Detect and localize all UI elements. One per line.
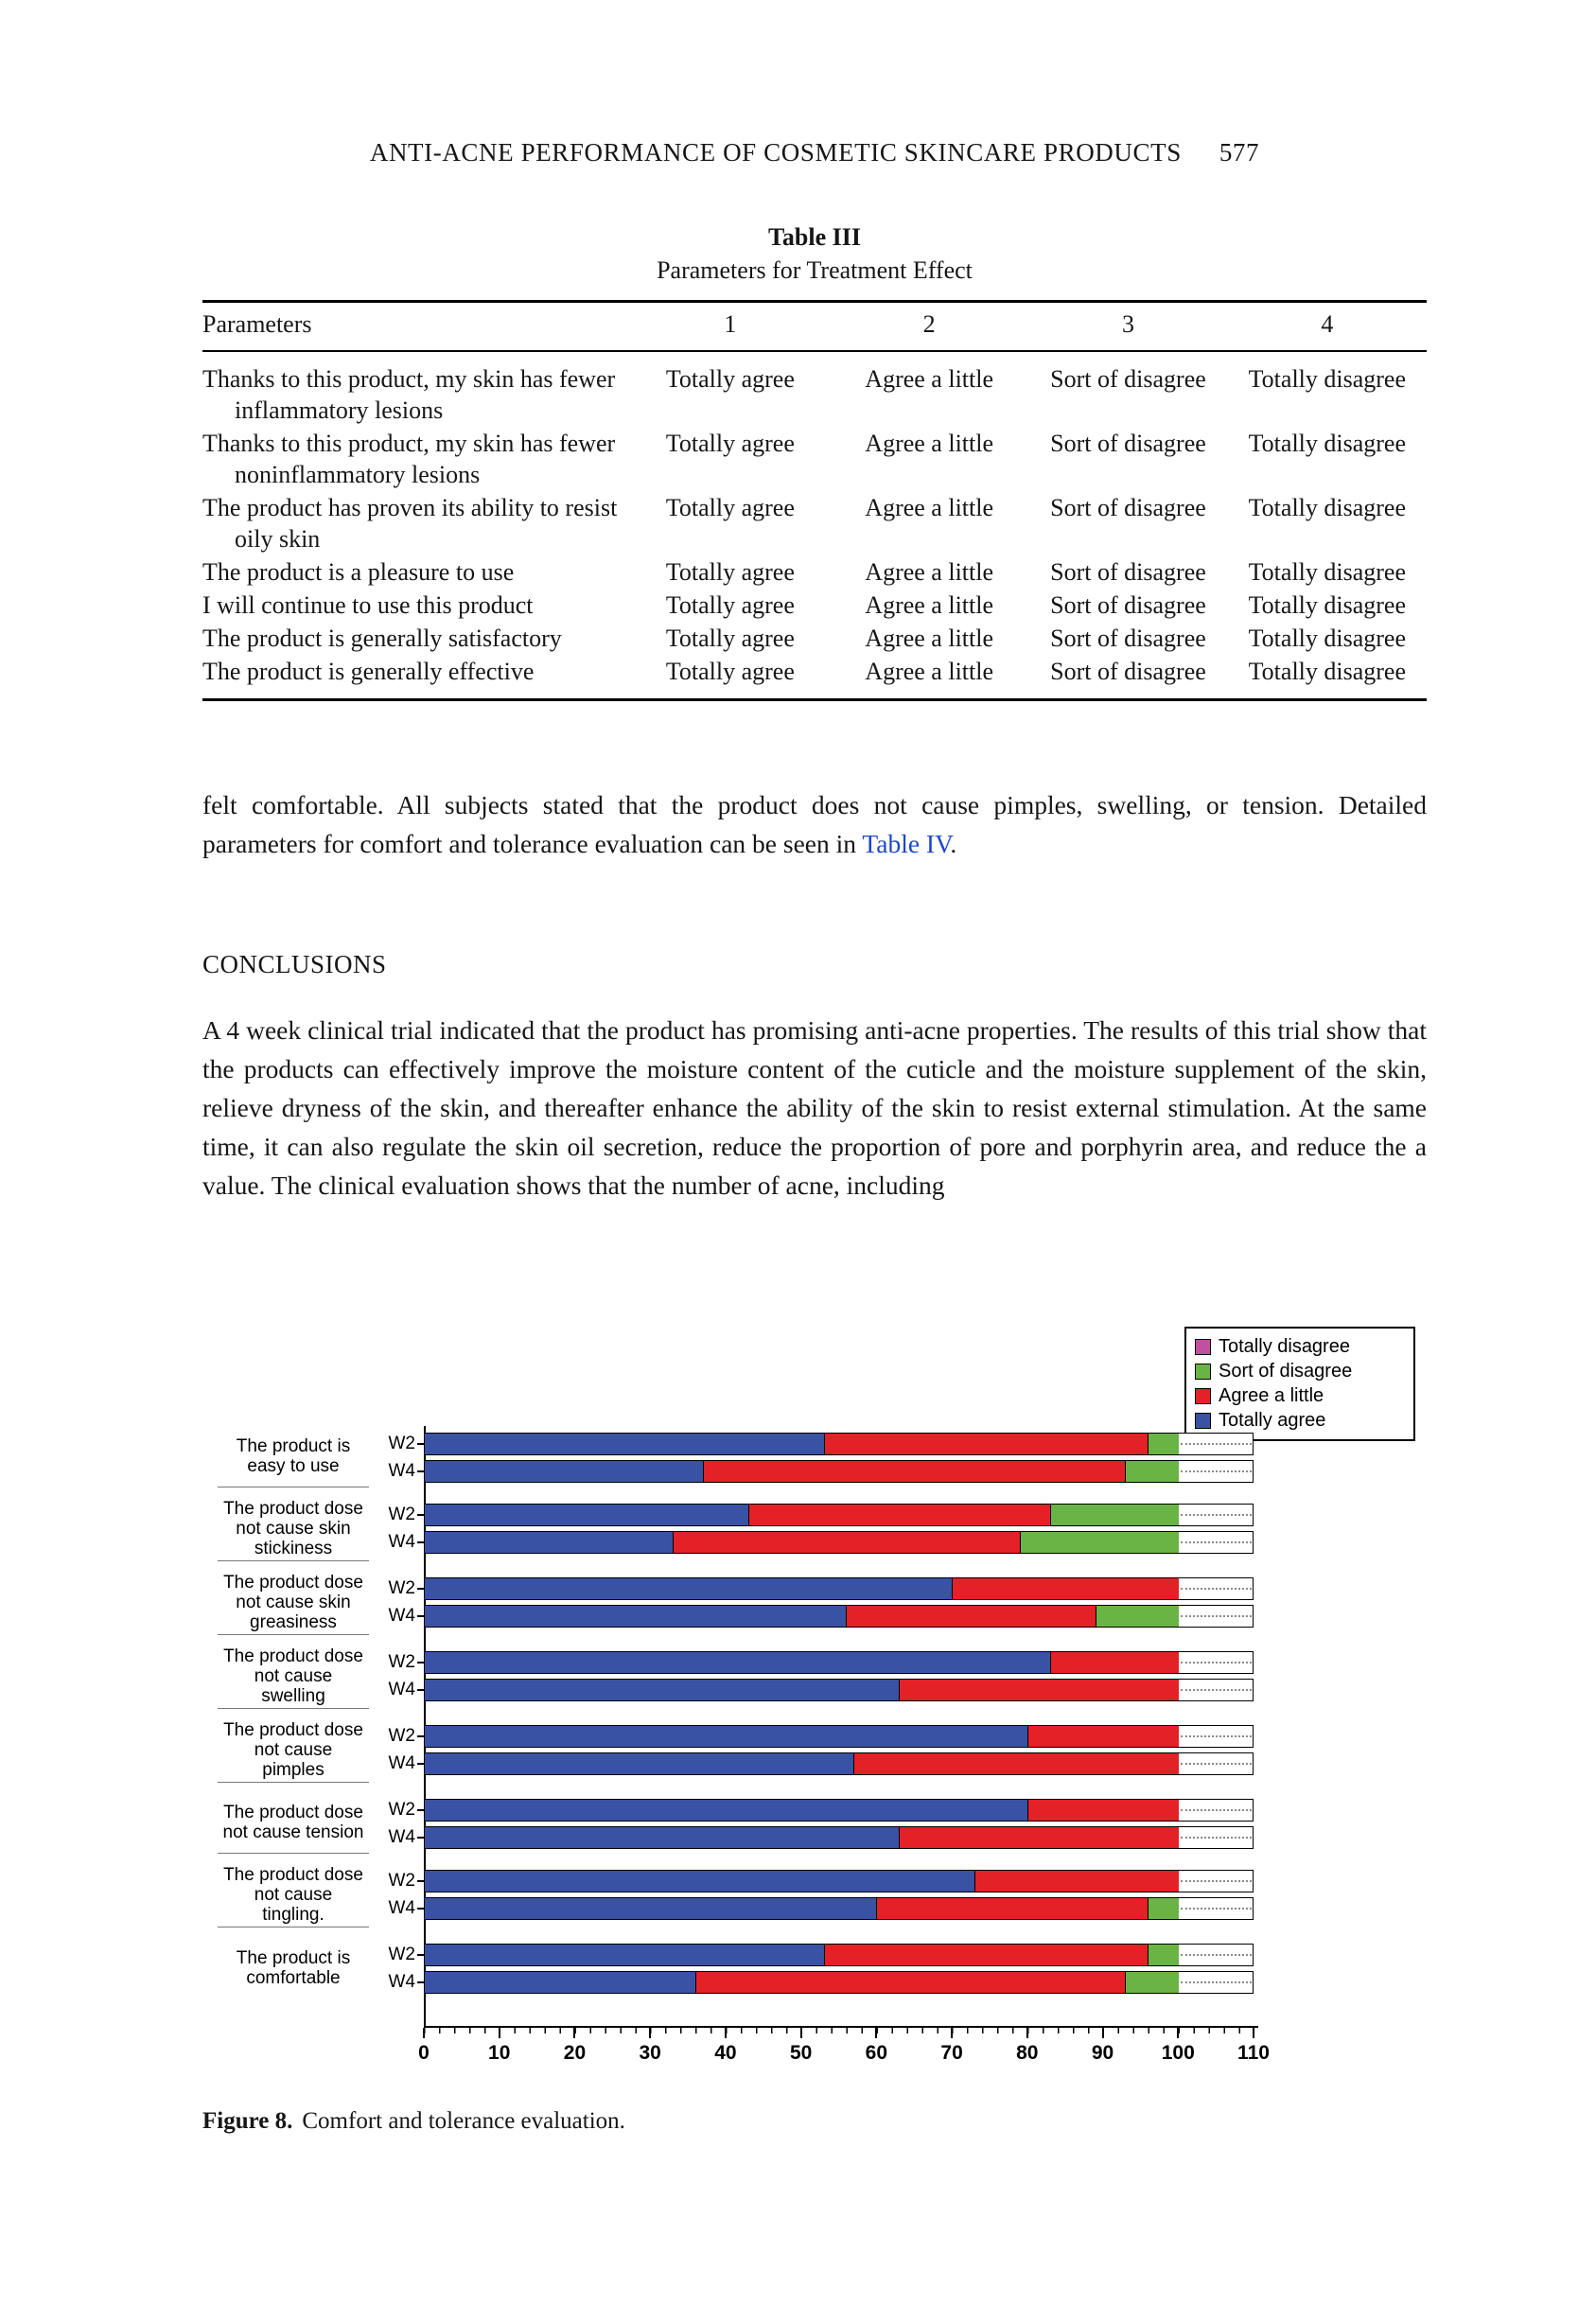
treatment-effect-table [202,300,1427,701]
x-tick-label: 100 [1161,2042,1195,2064]
chart-group-bars [369,1499,1258,1561]
value-cell: Sort of disagree [1050,430,1206,457]
para1-period: . [950,829,957,858]
bar-segment [425,1505,749,1525]
parameter-cell: The product is a pleasure to use [202,558,515,586]
x-tick-label: 30 [639,2042,661,2064]
column-header: 1 [631,302,830,352]
figure-caption-text: Comfort and tolerance evaluation. [302,2108,625,2134]
chart-group-bars [369,1646,1258,1709]
table-row [202,351,1427,427]
x-tick-label: 110 [1237,2042,1270,2064]
parameter-cell: Thanks to this product, my skin has fewer noninflammatory lesions [202,430,616,488]
bar-track [424,1605,1254,1628]
x-tick-label: 60 [865,2042,888,2064]
bar-row [369,1605,1258,1628]
chart-group [218,1865,1258,1928]
bar-track [424,1679,1254,1701]
value-cell: Sort of disagree [1050,625,1206,652]
bar-tick-label: W2 [388,1945,415,1964]
conclusions-paragraph: A 4 week clinical trial indicated that the product has promising anti-acne properties. The results of this trial show that the products can effectively improve the moisture content of the cuticle and the moisture supplement of the skin, relieve dryness of the skin, and thereafter enhance the ability of the skin to resist external stimulation. At the same time, it can also regulate the skin oil secretion, reduce the proportion of pore and porphyrin area, and reduce the a value. The clinical evaluation shows that the number of acne, including [202,1015,1427,1200]
bar-segment [425,1532,674,1553]
value-cell: Agree a little [865,494,994,521]
chart-group [218,1720,1258,1783]
value-cell: Sort of disagree [1050,494,1206,521]
x-tick-mark [725,2028,727,2038]
bar-segment [425,1800,1028,1821]
bar-segment [425,1652,1051,1673]
legend-label: Totally agree [1219,1410,1326,1431]
x-tick-mark [951,2028,953,2038]
legend-swatch [1195,1364,1211,1380]
value-cell: Totally agree [665,591,795,619]
stacked-bar [424,1504,1254,1526]
dotted-gridline [1181,1809,1252,1811]
dotted-gridline [1181,1443,1252,1445]
dotted-gridline [1181,1470,1252,1472]
chart-group-bars [369,1720,1258,1783]
dotted-gridline [1181,1541,1252,1543]
stacked-bar [424,1752,1254,1775]
chart-group-bars [369,1428,1258,1487]
bar-segment [825,1945,1149,1965]
bar-segment [425,1726,1028,1747]
conclusions-heading: CONCLUSIONS [202,950,387,978]
bar-segment [1149,1434,1179,1454]
bar-tick-label: W4 [388,1898,415,1918]
x-tick-mark [1102,2028,1104,2038]
value-cell: Totally disagree [1248,558,1407,586]
stacked-bar [424,1799,1254,1822]
bar-segment [900,1680,1179,1700]
bar-row [369,1752,1258,1775]
bar-row [369,1651,1258,1674]
bar-segment [1149,1945,1179,1965]
chart-group-label: The product dose not cause swelling [218,1646,369,1709]
parameter-cell: I will continue to use this product [202,591,534,619]
value-cell: Agree a little [865,365,994,393]
bar-segment [425,1461,704,1482]
bar-tick-label: W4 [388,1753,415,1773]
x-tick-label: 40 [714,2042,737,2064]
bar-row [369,1799,1258,1822]
x-tick-label: 10 [488,2042,511,2064]
value-cell: Totally disagree [1248,365,1407,393]
chart-group-label: The product dose not cause skin stickiness [218,1499,369,1561]
bar-tick-label: W2 [388,1871,415,1891]
bar-tick-label: W2 [388,1505,415,1524]
bar-tick-label: W2 [388,1800,415,1820]
table-row [202,589,1427,622]
x-tick-label: 50 [789,2042,813,2064]
value-cell: Totally disagree [1248,494,1407,521]
value-cell: Sort of disagree [1050,558,1206,586]
chart-group-label: The product dose not cause pimples [218,1720,369,1783]
stacked-bar [424,1577,1254,1600]
value-cell: Totally disagree [1248,625,1407,652]
figure-caption-label: Figure 8. [202,2108,293,2134]
body-paragraph-comfort [202,785,1427,863]
bar-tick-label: W4 [388,1827,415,1847]
bar-segment [749,1505,1051,1525]
chart-group-label: The product dose not cause tension [218,1794,369,1854]
bar-segment [1051,1652,1180,1673]
bar-segment [425,1871,975,1892]
dotted-gridline [1181,1837,1252,1839]
x-tick-label: 80 [1016,2042,1039,2064]
value-cell: Agree a little [865,558,994,586]
chart-group [218,1428,1258,1487]
table-subtitle: Parameters for Treatment Effect [657,256,973,284]
bar-segment [1096,1606,1180,1627]
chart-group-label: The product is easy to use [218,1428,369,1487]
chart-group [218,1573,1258,1635]
stacked-bar [424,1971,1254,1994]
dotted-gridline [1181,1514,1252,1516]
page-number: 577 [1219,138,1260,167]
parameter-cell: The product is generally satisfactory [202,625,562,652]
legend-item [1195,1361,1405,1382]
x-axis-minor-ticks [424,2028,1254,2033]
dotted-gridline [1181,1588,1252,1590]
table-row [202,491,1427,555]
bar-segment [1028,1726,1179,1747]
dotted-gridline [1181,1763,1252,1765]
table-row [202,655,1427,700]
value-cell: Totally agree [665,430,795,457]
bar-tick-label: W4 [388,1972,415,1992]
dotted-gridline [1181,1954,1252,1956]
bar-segment [1021,1532,1179,1553]
table-iv-link[interactable]: Table IV [862,829,951,858]
chart-group [218,1646,1258,1709]
bar-segment [674,1532,1021,1553]
bar-track [424,1870,1254,1892]
chart-group-bars [369,1939,1258,1998]
stacked-bar [424,1433,1254,1455]
value-cell: Totally agree [665,365,795,393]
bar-row [369,1944,1258,1966]
figure-caption [202,2108,625,2135]
value-cell: Agree a little [865,625,994,652]
x-tick-mark [499,2028,500,2038]
dotted-gridline [1181,1735,1252,1737]
x-tick-mark [1253,2028,1254,2038]
bar-segment [1126,1461,1179,1482]
bar-segment [425,1753,854,1774]
bar-tick-label: W2 [388,1652,415,1672]
stacked-bar [424,1651,1254,1674]
x-tick-mark [875,2028,877,2038]
bar-segment [425,1434,825,1454]
table-row [202,427,1427,491]
table-row [202,622,1427,655]
chart-group [218,1499,1258,1561]
bar-segment [425,1972,696,1993]
bar-tick-label: W2 [388,1578,415,1598]
bar-track [424,1826,1254,1849]
bar-row [369,1971,1258,1994]
bar-segment [696,1972,1126,1993]
column-header-parameters: Parameters [202,302,631,352]
bar-segment [425,1578,953,1599]
bar-segment [425,1945,825,1965]
dotted-gridline [1181,1880,1252,1882]
parameter-cell: The product is generally effective [202,658,535,685]
value-cell: Totally disagree [1248,591,1407,619]
value-cell: Totally agree [665,625,795,652]
treatment-table-body [202,351,1427,700]
bar-row [369,1870,1258,1892]
x-tick-mark [1177,2028,1179,2038]
figure-8-chart [218,1317,1438,2093]
chart-group [218,1794,1258,1854]
stacked-bar [424,1870,1254,1892]
x-tick-mark [1026,2028,1028,2038]
chart-group-bars [369,1794,1258,1854]
x-tick-label: 70 [940,2042,963,2064]
chart-group-bars [369,1865,1258,1928]
bar-track [424,1752,1254,1775]
dotted-gridline [1181,1689,1252,1691]
value-cell: Agree a little [865,430,994,457]
bar-segment [1126,1972,1179,1993]
bar-segment [704,1461,1126,1482]
stacked-bar [424,1725,1254,1748]
column-header: 2 [830,302,1028,352]
column-header: 4 [1228,302,1427,352]
x-tick-mark [649,2028,651,2038]
legend-label: Agree a little [1219,1385,1324,1406]
dotted-gridline [1181,1908,1252,1910]
bar-row [369,1433,1258,1455]
chart-group-label: The product dose not cause tingling. [218,1865,369,1928]
legend-swatch [1195,1388,1211,1404]
table-iii-section [202,223,1427,701]
bar-track [424,1577,1254,1600]
bar-tick-label: W2 [388,1726,415,1746]
dotted-gridline [1181,1615,1252,1617]
para1-text: felt comfortable. All subjects stated that the product does not cause pimples, swelling, or tension. Detailed parameters for comfort and tolerance evaluation can be seen in [202,790,1427,858]
value-cell: Totally agree [665,658,795,685]
bar-track [424,1504,1254,1526]
legend-item [1195,1385,1405,1407]
running-head [202,138,1427,167]
bar-track [424,1897,1254,1920]
bar-track [424,1725,1254,1748]
value-cell: Sort of disagree [1050,658,1206,685]
bar-row [369,1460,1258,1483]
bar-segment [900,1827,1179,1848]
stacked-bar [424,1605,1254,1628]
x-axis [418,2026,1270,2068]
stacked-bar [424,1897,1254,1920]
bar-tick-label: W4 [388,1606,415,1626]
bar-track [424,1799,1254,1822]
bar-segment [425,1680,900,1700]
chart-group [218,1939,1258,1998]
value-cell: Agree a little [865,591,994,619]
x-tick-label: 0 [418,2042,430,2064]
bar-segment [425,1898,877,1919]
bar-segment [877,1898,1149,1919]
bar-segment [825,1434,1149,1454]
stacked-bar [424,1460,1254,1483]
bar-track [424,1971,1254,1994]
bar-tick-label: W4 [388,1680,415,1699]
column-header: 3 [1028,302,1227,352]
bar-segment [847,1606,1096,1627]
bar-segment [854,1753,1179,1774]
chart-group-label: The product dose not cause skin greasiness [218,1573,369,1635]
running-head-title: ANTI-ACNE PERFORMANCE OF COSMETIC SKINCARE PRODUCTS [369,138,1182,167]
x-tick-mark [423,2028,425,2038]
value-cell: Agree a little [865,658,994,685]
bar-row [369,1531,1258,1554]
value-cell: Totally agree [665,558,795,586]
dotted-gridline [1181,1662,1252,1663]
x-tick-label: 90 [1091,2042,1114,2064]
bar-tick-label: W2 [388,1434,415,1453]
dotted-gridline [1181,1981,1252,1983]
bar-row [369,1897,1258,1920]
bar-row [369,1679,1258,1701]
chart-legend [1184,1327,1415,1441]
bar-segment [1028,1800,1179,1821]
value-cell: Sort of disagree [1050,365,1206,393]
bar-segment [425,1827,900,1848]
chart-group-bars [369,1573,1258,1635]
value-cell: Totally agree [665,494,795,521]
table-title: Table III [767,223,862,251]
bar-track [424,1460,1254,1483]
bar-track [424,1651,1254,1674]
bar-tick-label: W4 [388,1532,415,1552]
x-tick-mark [800,2028,802,2038]
bar-segment [975,1871,1179,1892]
legend-label: Totally disagree [1219,1336,1350,1357]
bar-row [369,1826,1258,1849]
table-row [202,555,1427,589]
bar-segment [425,1606,847,1627]
parameter-cell: The product has proven its ability to resist oily skin [202,494,618,553]
value-cell: Sort of disagree [1050,591,1206,619]
stacked-bar [424,1679,1254,1701]
bar-segment [1149,1898,1179,1919]
bar-tick-label: W4 [388,1461,415,1481]
bar-track [424,1531,1254,1554]
bar-track [424,1433,1254,1455]
stacked-bar [424,1944,1254,1966]
chart-group-label: The product is comfortable [236,1947,351,1988]
value-cell: Totally disagree [1248,430,1407,457]
stacked-bar [424,1826,1254,1849]
chart-rows [218,1428,1258,2010]
bar-segment [1051,1505,1180,1525]
bar-track [424,1944,1254,1966]
x-tick-mark [573,2028,575,2038]
stacked-bar [424,1531,1254,1554]
parameter-cell: Thanks to this product, my skin has fewer inflammatory lesions [202,365,616,424]
legend-label: Sort of disagree [1219,1361,1353,1382]
value-cell: Totally disagree [1248,658,1407,685]
bar-row [369,1725,1258,1748]
legend-swatch [1195,1413,1211,1429]
legend-item [1195,1336,1405,1358]
treatment-table-header-row [202,302,1427,352]
bar-row [369,1577,1258,1600]
x-tick-label: 20 [563,2042,587,2064]
bar-segment [953,1578,1179,1599]
bar-row [369,1504,1258,1526]
legend-swatch [1195,1339,1211,1355]
